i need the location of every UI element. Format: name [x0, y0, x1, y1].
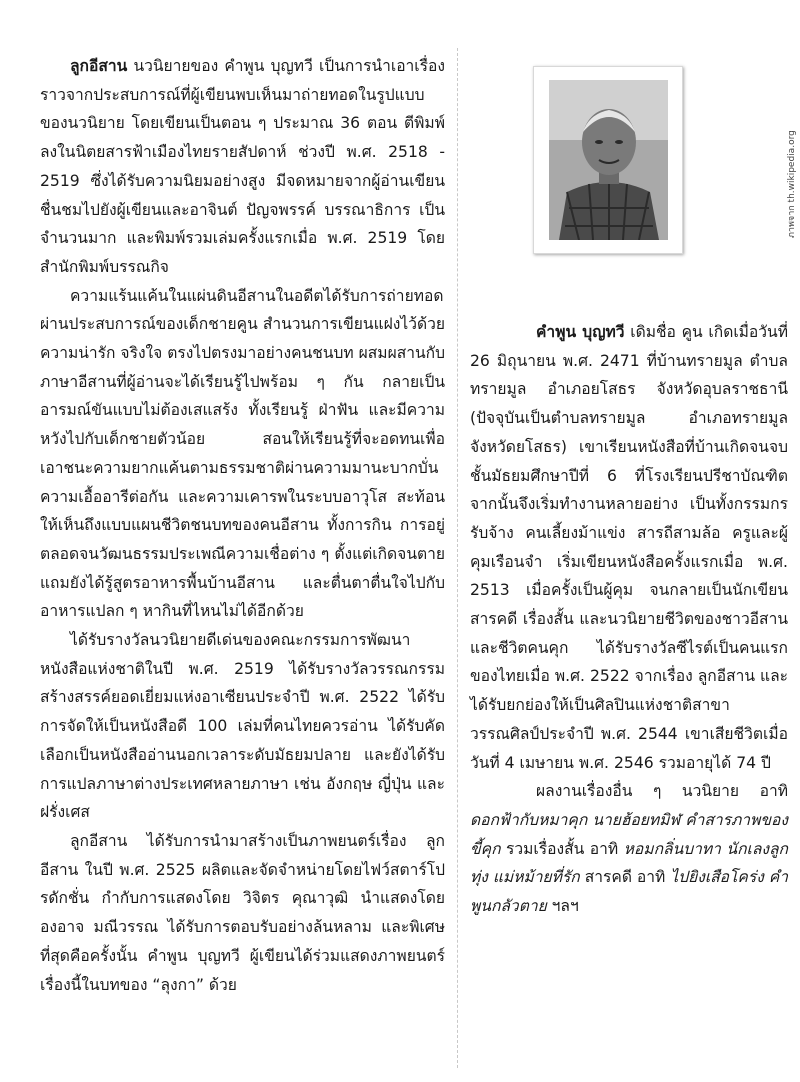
author-photo [533, 66, 683, 254]
paragraph-awards [40, 626, 445, 827]
right-column [470, 318, 788, 921]
novel-title: ลูกอีสาน [70, 57, 128, 75]
works-mid2: สารคดี อาทิ [579, 868, 671, 887]
paragraph-story-text: ความแร้นแค้นในแผ่นดินอีสานในอดีตได้รับการถ่ายทอดผ่านประสบการณ์ของเด็กชายคูน สำนวนการเขียนแฝงไว้ด้วยความน่ารัก จริงใจ ตรงไปตรงมาอย่างคนชนบท ผสมผสานกับภาษาอีสานที่ผู้อ่านจะได้เรียนรู้ไปพร้อม ๆ กัน กลายเป็นอารมณ์ขันแบบไม่ต้องเสแสร้ง ทั้งเรียนรู้ ฝ่าฟัน และมีความหวังไปกับเด็กชายตัวน้อย สอนให้เรียนรู้ที่จะอดทนเพื่อเอาชนะความยากแค้นตามธรรมชาติผ่านความมานะบากบั่น ความเอื้ออารีต่อกัน และความเคารพในระบบอาวุโส สะท้อนให้เห็นถึงแบบแผนชีวิตชนบทของคนอีสาน ทั้งการกิน การอยู่ ตลอดจนวัฒนธรรมประเพณีความเชื่อต่าง ๆ ตั้งแต่เกิดจนตาย แถมยังได้รู้สูตรอาหารพื้นบ้านอีสาน และตื่นตาตื่นใจไปกับอาหารแปลก ๆ หากินที่ไหนไม่ได้อีกด้วย [40, 286, 445, 621]
paragraph-intro-text: นวนิยายของ คำพูน บุญทวี เป็นการนำเอาเรื่องราวจากประสบการณ์ที่ผู้เขียนพบเห็นมาถ่ายทอดในรูปแบบของนวนิยาย โดยเขียนเป็นตอน ๆ ประมาณ 36 ตอน ตีพิมพ์ลงในนิตยสารฟ้าเมืองไทยรายสัปดาห์ ช่วงปี พ.ศ. 2518 - 2519 ซึ่งได้รับความนิยมอย่างสูง มีจดหมายจากผู้อ่านเขียนชื่นชมไปยังผู้เขียนและอาจินต์ ปัญจพรรค์ บรรณาธิการ เป็นจำนวนมาก และพิมพ์รวมเล่มครั้งแรกเมื่อ พ.ศ. 2519 โดยสำนักพิมพ์บรรณกิจ [40, 57, 445, 276]
photo-credit: ภาพจาก th.wikipedia.org [787, 130, 797, 238]
paragraph-story [40, 282, 445, 626]
paragraph-film-text: ลูกอีสาน ได้รับการนำมาสร้างเป็นภาพยนตร์เรื่อง ลูกอีสาน ในปี พ.ศ. 2525 ผลิตและจัดจำหน่ายโดยไฟว์สตาร์โปรดักชั่น กำกับการแสดงโดย วิจิตร คุณาวุฒิ นำแสดงโดย องอาจ มณีวรรณ ได้รับการตอบรับอย่างล้นหลาม และพิเศษที่สุดคือครั้งนั้น คำพูน บุญทวี ผู้เขียนได้ร่วมแสดงภาพยนตร์เรื่องนี้ในบทของ “ลุงกา” ด้วย [40, 831, 445, 994]
paragraph-bio-text: เดิมชื่อ คูน เกิดเมื่อวันที่ 26 มิถุนายน พ.ศ. 2471 ที่บ้านทรายมูล ตำบลทรายมูล อำเภอยโสธร จังหวัดอุบลราชธานี (ปัจจุบันเป็นตำบลทรายมูล อำเภอทรายมูล จังหวัดยโสธร) เขาเรียนหนังสือที่บ้านเกิดจนจบชั้นมัธยมศึกษาปีที่ 6 ที่โรงเรียนปรีชาบัณฑิต จากนั้นจึงเริ่มทำงานหลายอย่าง เป็นทั้งกรรมกรรับจ้าง คนเลี้ยงม้าแข่ง สารถีสามล้อ ครูและผู้คุมเรือนจำ เริ่มเขียนหนังสือครั้งแรกเมื่อ พ.ศ. 2513 เมื่อครั้งเป็นผู้คุม จนกลายเป็นนักเขียนสารคดี เรื่องสั้น และนวนิยายชีวิตของชาวอีสานและชีวิตคนคุก ได้รับรางวัลซีไรต์เป็นคนแรกของไทยเมื่อ พ.ศ. 2522 จากเรื่อง ลูกอีสาน และได้รับยกย่องให้เป็นศิลปินแห่งชาติสาขาวรรณศิลป์ประจำปี พ.ศ. 2544 เขาเสียชีวิตเมื่อวันที่ 4 เมษายน พ.ศ. 2546 รวมอายุได้ 74 ปี [470, 323, 788, 772]
works-novels: ดอกฟ้ากับหมาคุก นายฮ้อยทมิฬ คำสารภาพของขี้คุก [470, 810, 788, 858]
paragraph-works [470, 777, 788, 921]
paragraph-awards-text: ได้รับรางวัลนวนิยายดีเด่นของคณะกรรมการพัฒนาหนังสือแห่งชาติในปี พ.ศ. 2519 ได้รับรางวัลวรรณกรรมสร้างสรรค์ยอดเยี่ยมแห่งอาเซียนประจำปี พ.ศ. 2522 ได้รับการจัดให้เป็นหนังสือดี 100 เล่มที่คนไทยควรอ่าน ได้รับคัดเลือกเป็นหนังสืออ่านนอกเวลาระดับมัธยมปลาย และยังได้รับการแปลภาษาต่างประเทศหลายภาษา เช่น อังกฤษ ญี่ปุ่น และฝรั่งเศส [40, 631, 445, 822]
column-divider [457, 48, 458, 1068]
portrait-image [549, 80, 668, 240]
paragraph-bio [470, 318, 788, 777]
left-column [40, 52, 445, 999]
paragraph-film [40, 827, 445, 999]
works-docs: ไปยิงเสือโคร่ง คำพูนกลัวตาย [470, 868, 788, 916]
works-end: ฯลฯ [546, 897, 579, 916]
works-mid1: รวมเรื่องสั้น อาทิ [500, 839, 624, 858]
author-name: คำพูน บุญทวี [536, 323, 625, 341]
works-lead: ผลงานเรื่องอื่น ๆ นวนิยาย อาทิ [536, 782, 788, 801]
works-stories: หอมกลิ่นบาทา นักเลงลูกทุ่ง แม่หม้ายที่รัก [470, 839, 789, 887]
author-portrait [549, 80, 668, 240]
paragraph-intro [40, 52, 445, 282]
